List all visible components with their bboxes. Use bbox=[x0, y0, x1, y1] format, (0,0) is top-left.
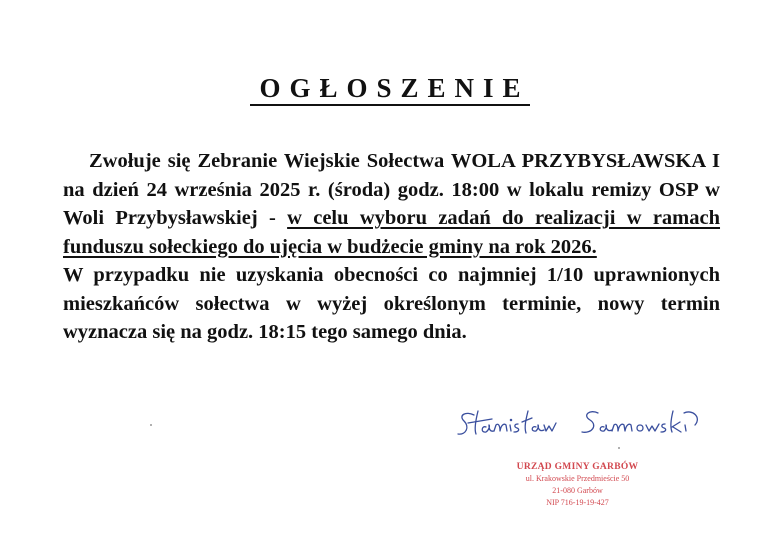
paragraph-1-underlined: w celu wyboru zadań do realizacji w ramach funduszu sołeckiego do ujęcia w budżecie gminy na rok 2026. bbox=[63, 207, 721, 258]
document-title: OGŁOSZENIE bbox=[250, 72, 529, 106]
official-stamp bbox=[505, 461, 650, 509]
paragraph-1-intro: Zwołuje się Zebranie Wiejskie Sołectwa WOLA PRZYBYSŁAWSKA I na dzień 24 września 2025 r. (środa) godz. 18:00 w lokalu remizy OSP w Woli Przybysławskiej - bbox=[63, 150, 720, 229]
stamp-line-4: NIP 716-19-19-427 bbox=[546, 498, 609, 507]
handwritten-signature bbox=[452, 403, 712, 443]
stamp-line-1: URZĄD GMINY GARBÓW bbox=[516, 462, 639, 472]
announcement-paragraph-1 bbox=[63, 147, 720, 261]
scan-speck bbox=[618, 447, 620, 449]
announcement-paragraph-2: W przypadku nie uzyskania obecności co najmniej 1/10 uprawnionych mieszkańców sołectwa w wyżej określonym terminie, nowy termin wyznacza się na godz. 18:15 tego samego dnia. bbox=[63, 264, 720, 343]
document-title-wrapper bbox=[0, 72, 780, 106]
stamp-line-3: 21-080 Garbów bbox=[552, 486, 603, 495]
scan-speck bbox=[150, 424, 152, 426]
announcement-body bbox=[63, 147, 720, 347]
stamp-line-2: ul. Krakowskie Przedmieście 50 bbox=[525, 474, 630, 483]
